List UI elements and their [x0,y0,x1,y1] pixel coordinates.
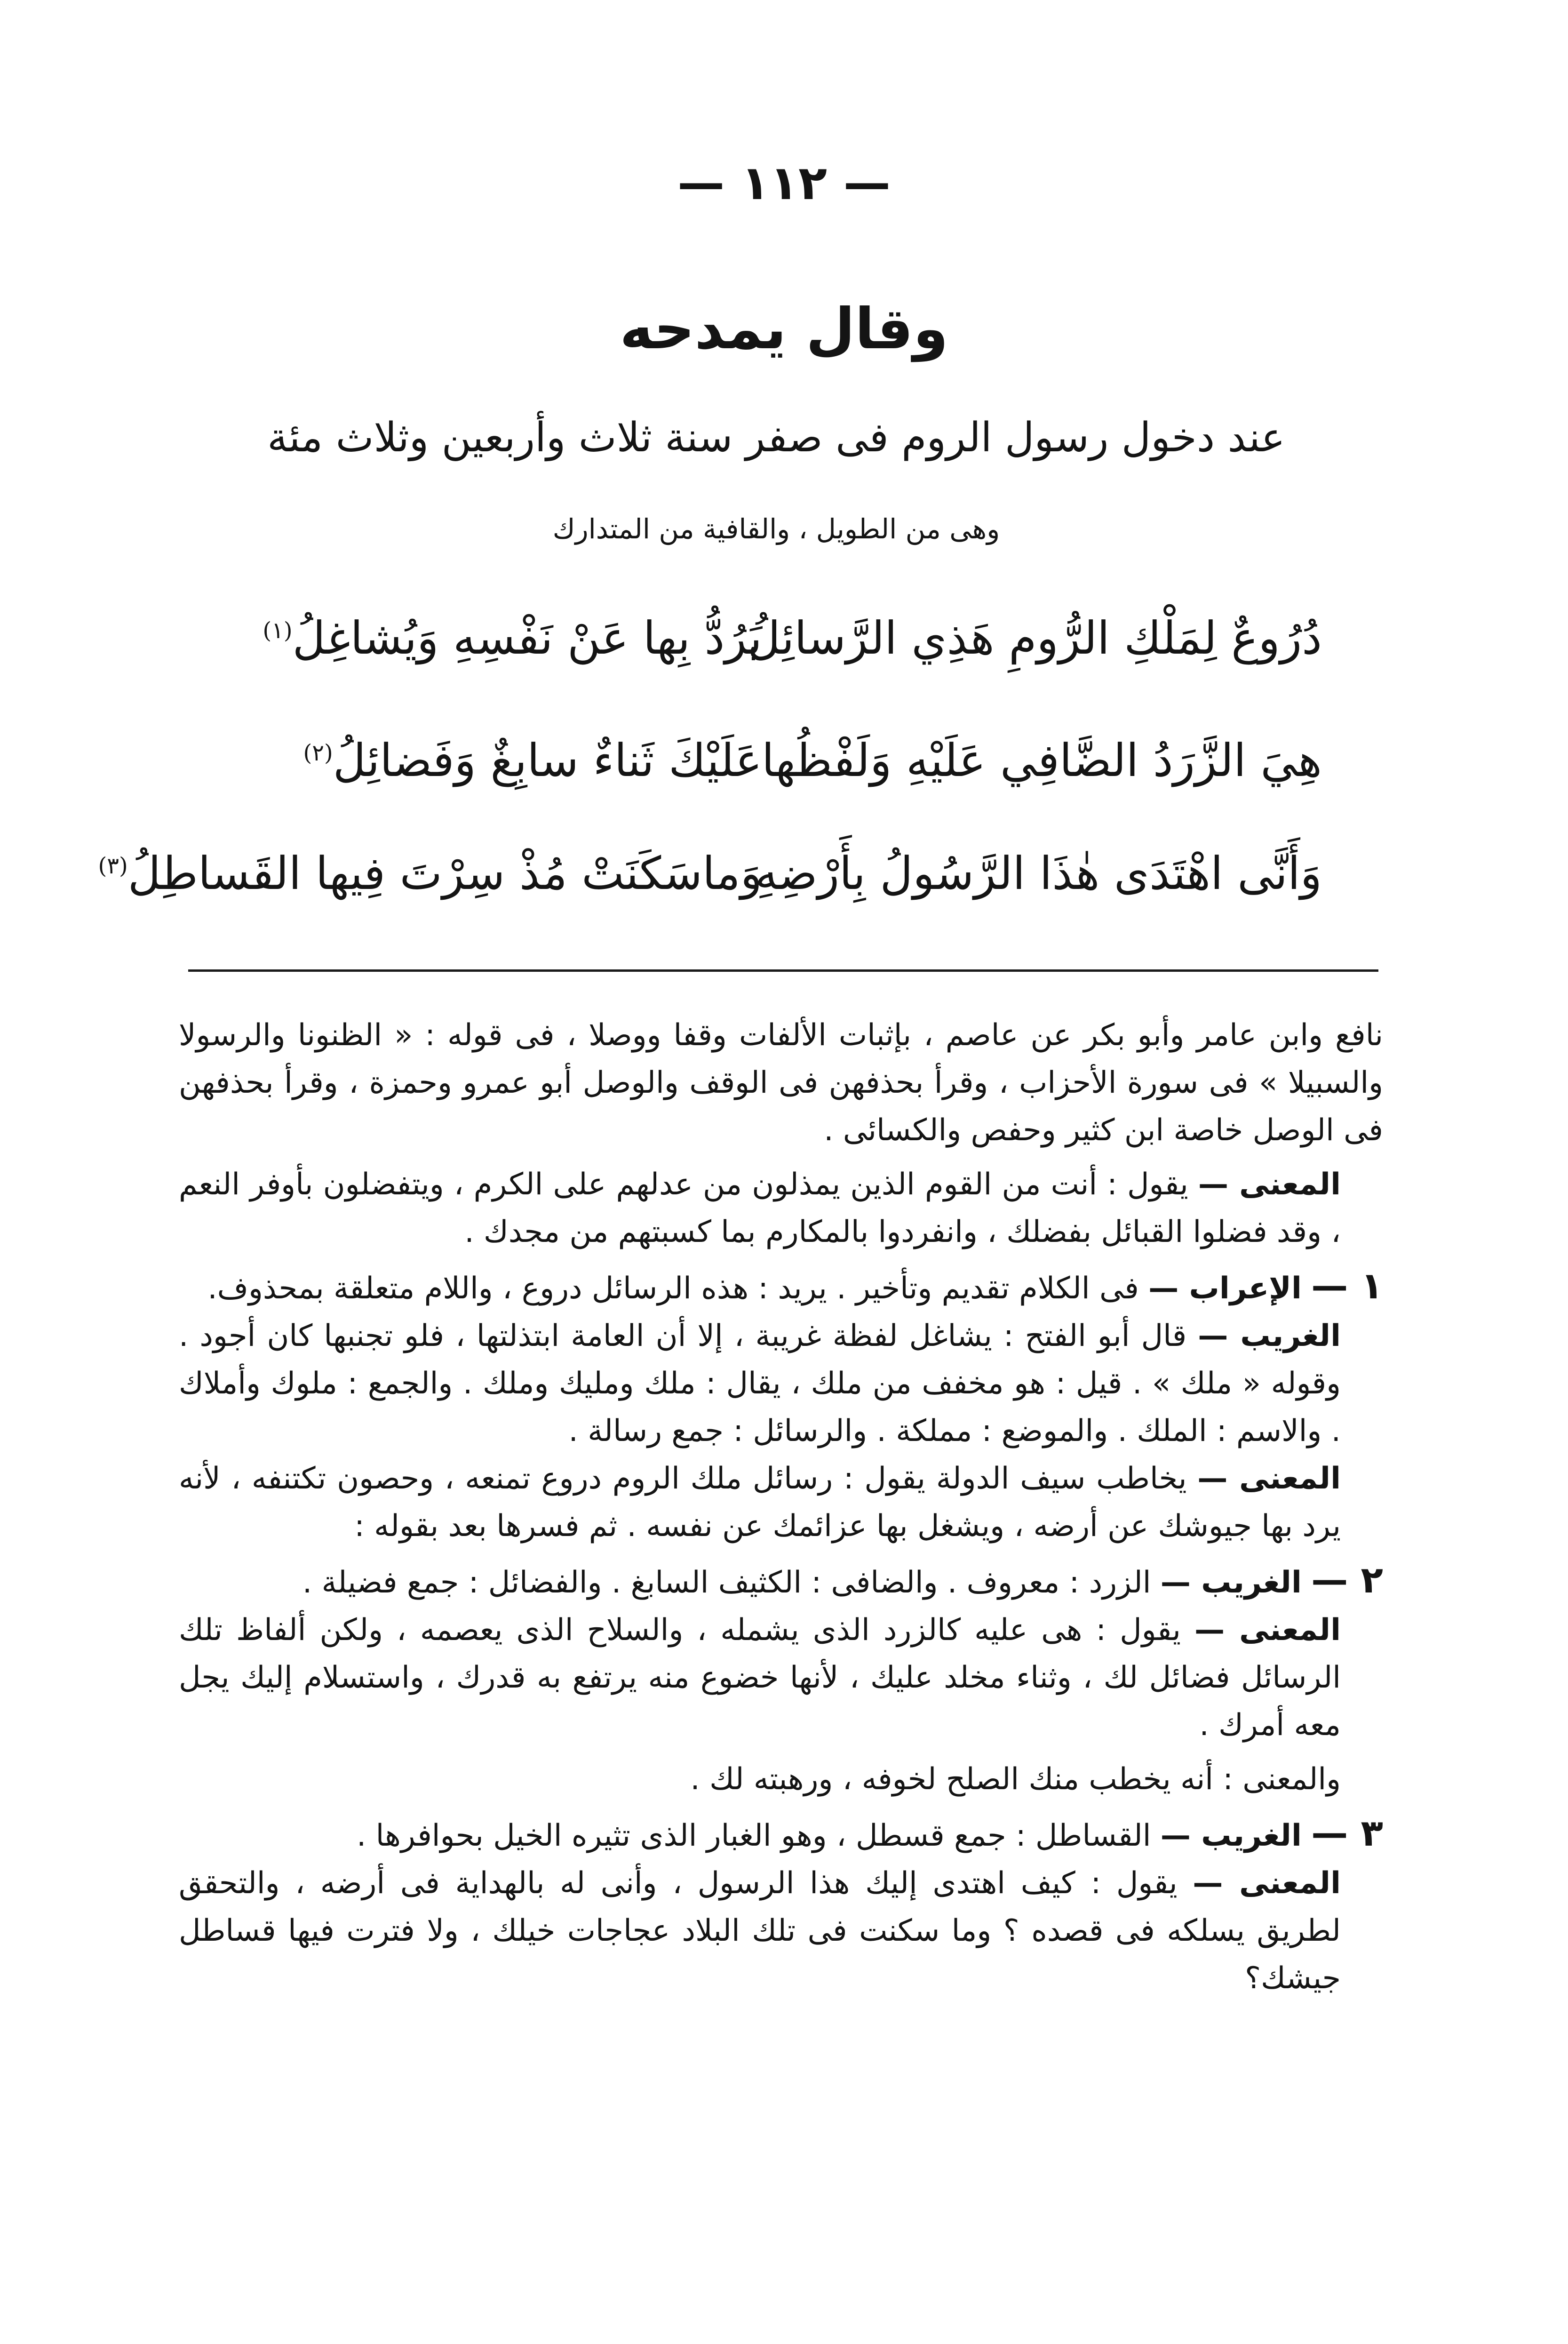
verse-3-second-text: وَماسَكَنَتْ مُذْ سِرْتَ فِيها القَساطِلُ [127,847,762,900]
verse-1-first-hemistich: دُرُوعٌ لِمَلْكِ الرُّومِ هَذِي الرَّسائِلُ [747,612,1322,664]
verse-3 [98,847,1322,941]
vocabulary-text: القساطل : جمع قسطل ، وهو الغبار الذى تثيره الخيل بحوافرها . [356,1818,1151,1853]
vocabulary-label: الغريب — [1198,1319,1341,1353]
meaning-text: يقول : كيف اهتدى إليك هذا الرسول ، وأنى له بالهداية فى أرضه ، والتحقق لطريق يسلكه فى قصده ؟ وما سكنت فى تلك البلاد عجاجات خيلك ، ولا فترت فيها قساطل جيشك؟ [179,1866,1341,1996]
verse-2-first-hemistich: هِيَ الزَّرَدُ الضَّافِي عَلَيْهِ وَلَفْظُها [762,734,1322,787]
verse-2-footnote-ref: (٢) [303,740,333,766]
note-1-meaning [179,1455,1383,1550]
meaning-text: يقول : أنت من القوم الذين يمذلون من عدلهم على الكرم ، ويتفضلون بأوفر النعم ، وقد فضلوا القبائل بفضلك ، وانفردوا بالمكارم بما كسبتهم من مجدك . [179,1167,1341,1249]
verse-2-second-text: عَلَيْكَ ثَناءٌ سابِغٌ وَفَضائِلُ [333,734,762,787]
meaning-text: يقول : هى عليه كالزرد الذى يشمله ، والسلاح الذى يعصمه ، ولكن ألفاظ تلك الرسائل فضائل لك ، وثناء مخلد عليك ، لأنها خضوع منه يرتفع به قدرك ، واستسلام إليك يجل معه أمرك . [179,1613,1341,1743]
meaning-label: المعنى — [1197,1461,1341,1496]
commentary-intro-meaning [179,1161,1383,1256]
verse-1-second-text: يَرُدُّ بِها عَنْ نَفْسِهِ وَيُشاغِلُ [292,612,762,664]
note-2-summary: والمعنى : أنه يخطب منك الصلح لخوفه ، ورهبته لك . [690,1762,1341,1797]
vocabulary-label: الغريب — [1160,1565,1302,1600]
page-number: — ١١٢ — [677,155,891,210]
vocabulary-text: الزرد : معروف . والضافى : الكثيف السابغ . والفضائل : جمع فضيلة . [302,1565,1151,1600]
commentary [179,1012,1383,2002]
note-3-meaning [179,1860,1383,2002]
meaning-label: المعنى — [1193,1866,1341,1901]
note-1-vocabulary [179,1312,1383,1455]
verse-3-footnote-ref: (٣) [98,853,128,879]
poem-occasion: عند دخول رسول الروم فى صفر سنة ثلاث وأربعين وثلاث مئة [267,414,1285,461]
note-2-number: ٢ — [1311,1559,1383,1601]
meter-note: وهى من الطويل ، والقافية من المتدارك [552,513,1000,545]
verse-1 [179,612,1322,706]
note-1-grammar [179,1263,1383,1312]
footnote-separator [188,969,1378,972]
vocabulary-label: الغريب — [1160,1818,1302,1853]
grammar-label: الإعراب — [1148,1271,1302,1306]
vocabulary-text: قال أبو الفتح : يشاغل لفظة غريبة ، إلا أن العامة ابتذلتها ، فلو تجنبها كان أجود . وقوله « ملك » . قيل : هو مخفف من ملك ، يقال : ملك ومليك وملك . والجمع : ملوك وأملاك . والاسم : الملك . والموضع : مملكة . والرسائل : جمع رسالة . [179,1319,1341,1448]
verse-1-second-hemistich [179,612,762,664]
note-2-meaning [179,1607,1383,1749]
verse-2-second-hemistich [179,734,762,787]
note-1-number: ١ — [1311,1265,1383,1307]
note-3-number: ٣ — [1311,1812,1383,1855]
verse-3-second-hemistich [98,847,762,900]
note-3-vocabulary [179,1810,1383,1860]
grammar-text: فى الكلام تقديم وتأخير . يريد : هذه الرسائل دروع ، واللام متعلقة بمحذوف. [207,1271,1139,1306]
meaning-label: المعنى — [1198,1167,1341,1202]
verse-1-footnote-ref: (١) [263,617,293,644]
meaning-text: يخاطب سيف الدولة يقول : رسائل ملك الروم دروع تمنعه ، وحصون تكتنفه ، لأنه يرد بها جيوشك عن أرضه ، ويشغل بها عزائمك عن نفسه . ثم فسرها بعد بقوله : [179,1461,1341,1544]
note-2-vocabulary [179,1557,1383,1607]
commentary-intro-readings: نافع وابن عامر وأبو بكر عن عاصم ، بإثبات الألفات وقفا ووصلا ، فى قوله : « الظنونا والرسولا والسبيلا » فى سورة الأحزاب ، وقرأ بحذفهن فى الوقف والوصل أبو عمرو وحمزة ، وقرأ بحذفهن فى الوصل خاصة ابن كثير وحفص والكسائى . [179,1018,1383,1148]
verse-3-first-hemistich: وَأَنَّى اهْتَدَى هٰذَا الرَّسُولُ بِأَرْضِهِ [755,847,1322,900]
poem-title: وقال يمدحه [620,296,948,362]
verse-2 [179,734,1322,828]
meaning-label: المعنى — [1194,1613,1341,1648]
